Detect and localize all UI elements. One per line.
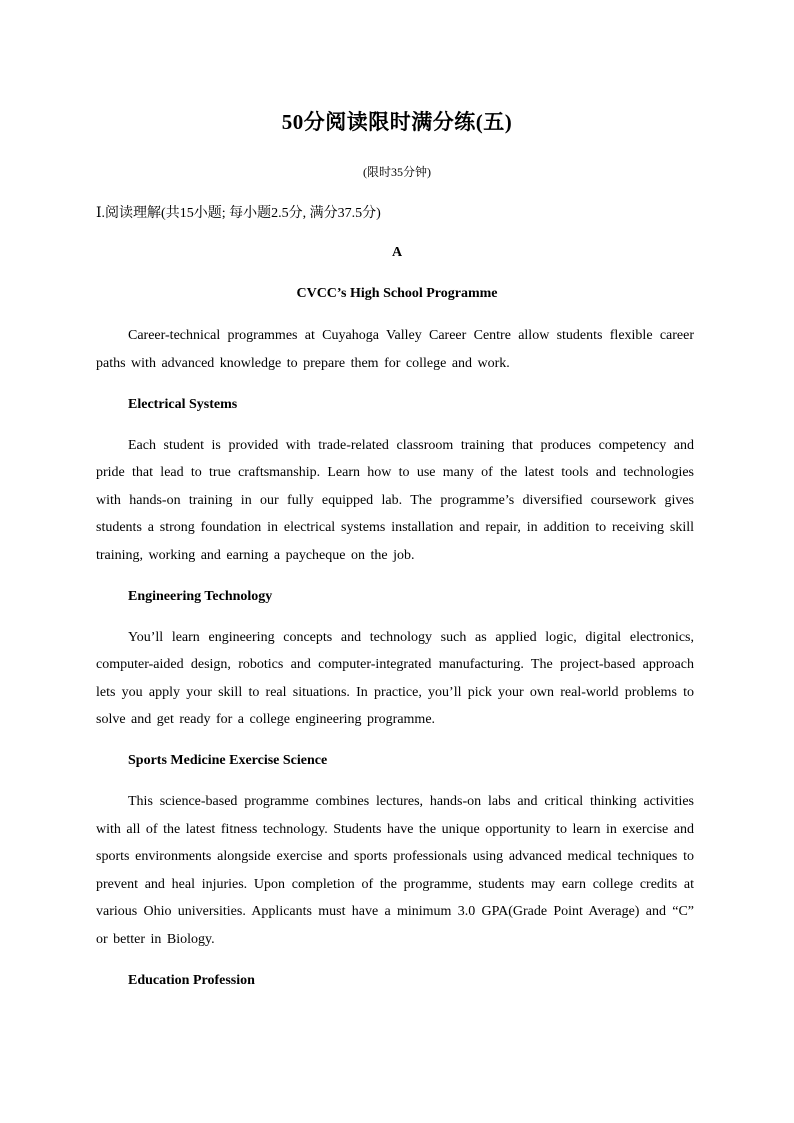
program-heading-electrical: Electrical Systems: [128, 396, 238, 412]
article-title: CVCC’s High School Programme: [296, 286, 498, 301]
program-heading-education: Education Profession: [128, 972, 255, 988]
program-heading-engineering: Engineering Technology: [128, 588, 273, 604]
time-limit-note: (限时35分钟): [363, 165, 431, 179]
program-heading-sports-medicine: Sports Medicine Exercise Science: [128, 753, 328, 768]
program-text-engineering: You’ll learn engineering concepts and technology such as applied logic, digital electronics, computer-aided design, robotics and computer-integrated manufacturing. The project-based approach lets you apply your skill to real situations. In practice, you’ll pick your own real-world problems to solve and get ready for a college engineering programme.: [96, 629, 694, 727]
intro-paragraph: Career-technical programmes at Cuyahoga Valley Career Centre allow students flexible career paths with advanced knowledge to prepare them for college and work.: [96, 328, 694, 371]
passage-letter: A: [391, 245, 403, 260]
article-body: [96, 322, 694, 1008]
program-text-sports-medicine: This science-based programme combines lectures, hands-on labs and critical thinking activities with all of the latest fitness technology. Students have the unique opportunity to learn in exercise and sports environments alongside exercise and sports professionals using advanced medical techniques to prevent and heal injuries. Upon completion of the programme, students may earn college credits at various Ohio universities. Applicants must have a minimum 3.0 GPA(Grade Point Average) and “C” or better in Biology.: [96, 794, 694, 947]
section-heading: Ⅰ.阅读理解(共15小题; 每小题2.5分, 满分37.5分): [96, 206, 381, 221]
program-text-electrical: Each student is provided with trade-related classroom training that produces competency and pride that lead to true craftsmanship. Learn how to use many of the latest tools and technologies with hands-on training in our fully equipped lab. The programme’s diversified coursework gives students a strong foundation in electrical systems installation and repair, in addition to receiving skill training, working and earning a paycheque on the job.: [96, 437, 694, 563]
document-title: 50分阅读限时满分练(五): [281, 110, 513, 134]
